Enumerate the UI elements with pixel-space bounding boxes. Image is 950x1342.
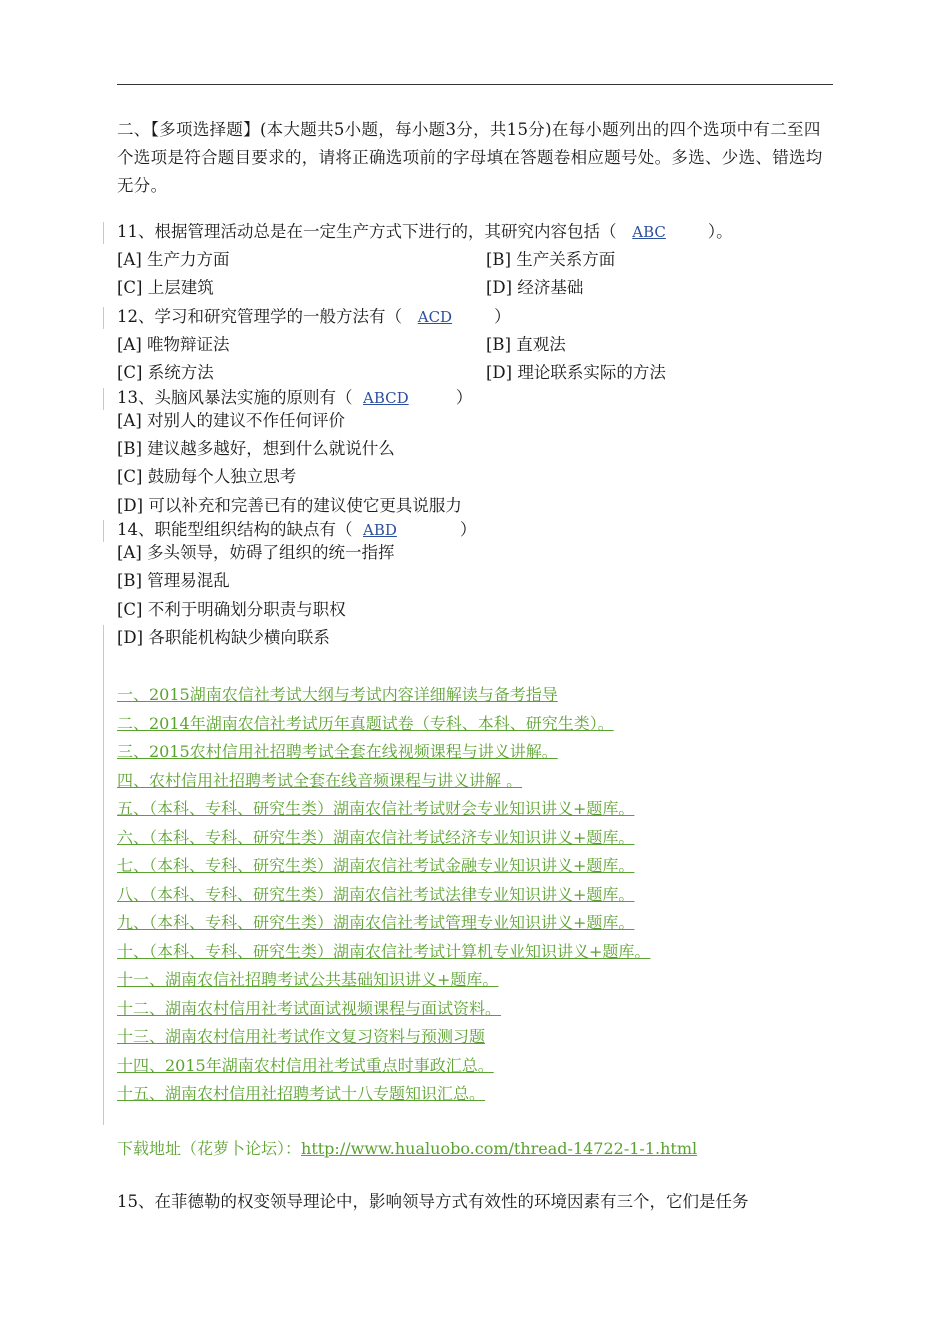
question-12-text: 12、学习和研究管理学的一般方法有（ xyxy=(117,307,402,326)
margin-bar xyxy=(103,222,104,244)
question-12-option-c: [C] 系统方法 xyxy=(117,363,214,382)
question-12-option-b: [B] 直观法 xyxy=(486,335,566,354)
question-11-option-c: [C] 上层建筑 xyxy=(117,278,214,297)
section-intro: 二、【多项选择题】(本大题共5小题，每小题3分，共15分)在每小题列出的四个选项中有二至四个选项是符合题目要求的，请将正确选项前的字母填在答题卷相应题号处。多选、少选、错选均无分。 xyxy=(117,120,823,195)
question-13-text: 13、头脑风暴法实施的原则有（ xyxy=(117,388,353,407)
question-11-answer[interactable]: ABC xyxy=(632,223,666,241)
question-14-text: 14、职能型组织结构的缺点有（ xyxy=(117,520,353,539)
question-11-option-a: [A] 生产力方面 xyxy=(117,250,230,269)
download-label: 下载地址（花萝卜论坛）： xyxy=(117,1139,302,1158)
question-11 xyxy=(117,219,733,245)
resource-link[interactable]: 十一、湖南农信社招聘考试公共基础知识讲义+题库。 xyxy=(117,970,499,989)
question-13-option-c: [C] 鼓励每个人独立思考 xyxy=(117,467,297,486)
question-11-option-d: [D] 经济基础 xyxy=(486,278,584,297)
question-13-option-b: [B] 建议越多越好，想到什么就说什么 xyxy=(117,439,395,458)
resource-link[interactable]: 九、（本科、专科、研究生类）湖南农信社考试管理专业知识讲义+题库。 xyxy=(117,913,635,932)
resource-link[interactable]: 七、（本科、专科、研究生类）湖南农信社考试金融专业知识讲义+题库。 xyxy=(117,856,635,875)
resource-link[interactable]: 二、2014年湖南农信社考试历年真题试卷（专科、本科、研究生类）。 xyxy=(117,714,614,733)
resource-link[interactable]: 十三、湖南农村信用社考试作文复习资料与预测习题 xyxy=(117,1027,486,1046)
resource-link[interactable]: 八、（本科、专科、研究生类）湖南农信社考试法律专业知识讲义+题库。 xyxy=(117,885,635,904)
question-14-answer[interactable]: ABD xyxy=(363,521,397,539)
question-13-option-d: [D] 可以补充和完善已有的建议使它更具说服力 xyxy=(117,496,462,515)
margin-bar xyxy=(103,625,104,1125)
question-13-close: ） xyxy=(455,388,473,407)
resource-link[interactable]: 三、2015农村信用社招聘考试全套在线视频课程与讲义讲解。 xyxy=(117,742,558,761)
question-12-answer[interactable]: ACD xyxy=(417,308,453,326)
question-15: 15、在菲德勒的权变领导理论中，影响领导方式有效性的环境因素有三个，它们是任务 xyxy=(117,1192,749,1211)
resource-link[interactable]: 十五、湖南农村信用社招聘考试十八专题知识汇总。 xyxy=(117,1084,486,1103)
resource-link[interactable]: 六、（本科、专科、研究生类）湖南农信社考试经济专业知识讲义+题库。 xyxy=(117,828,635,847)
question-14-option-a: [A] 多头领导，妨碍了组织的统一指挥 xyxy=(117,543,395,562)
question-14-option-c: [C] 不利于明确划分职责与职权 xyxy=(117,600,346,619)
question-14-option-d: [D] 各职能机构缺少横向联系 xyxy=(117,628,330,647)
question-14-close: ） xyxy=(459,520,477,539)
question-11-option-b: [B] 生产关系方面 xyxy=(486,250,616,269)
question-12 xyxy=(117,304,511,330)
resource-link[interactable]: 十四、2015年湖南农村信用社考试重点时事政汇总。 xyxy=(117,1056,494,1075)
question-13-answer[interactable]: ABCD xyxy=(363,389,409,407)
question-12-close: ） xyxy=(494,307,511,326)
margin-bar xyxy=(103,307,104,329)
question-14-option-b: [B] 管理易混乱 xyxy=(117,571,230,590)
margin-bar xyxy=(103,520,104,542)
question-12-option-a: [A] 唯物辩证法 xyxy=(117,335,230,354)
header-rule xyxy=(117,84,833,85)
resource-link[interactable]: 十、（本科、专科、研究生类）湖南农信社考试计算机专业知识讲义+题库。 xyxy=(117,942,651,961)
resource-link[interactable]: 一、2015湖南农信社考试大纲与考试内容详细解读与备考指导 xyxy=(117,685,558,704)
download-line xyxy=(117,1136,697,1162)
question-13-option-a: [A] 对别人的建议不作任何评价 xyxy=(117,411,346,430)
resource-link[interactable]: 四、农村信用社招聘考试全套在线音频课程与讲义讲解 。 xyxy=(117,771,523,790)
question-12-option-d: [D] 理论联系实际的方法 xyxy=(486,363,666,382)
question-11-text: 11、根据管理活动总是在一定生产方式下进行的，其研究内容包括（ xyxy=(117,222,617,241)
download-url-link[interactable]: http://www.hualuobo.com/thread-14722-1-1.html xyxy=(301,1139,698,1158)
question-11-close: ）。 xyxy=(707,222,733,241)
margin-bar xyxy=(103,388,104,410)
resource-link[interactable]: 十二、湖南农村信用社考试面试视频课程与面试资料。 xyxy=(117,999,502,1018)
resource-link[interactable]: 五、（本科、专科、研究生类）湖南农信社考试财会专业知识讲义+题库。 xyxy=(117,799,635,818)
